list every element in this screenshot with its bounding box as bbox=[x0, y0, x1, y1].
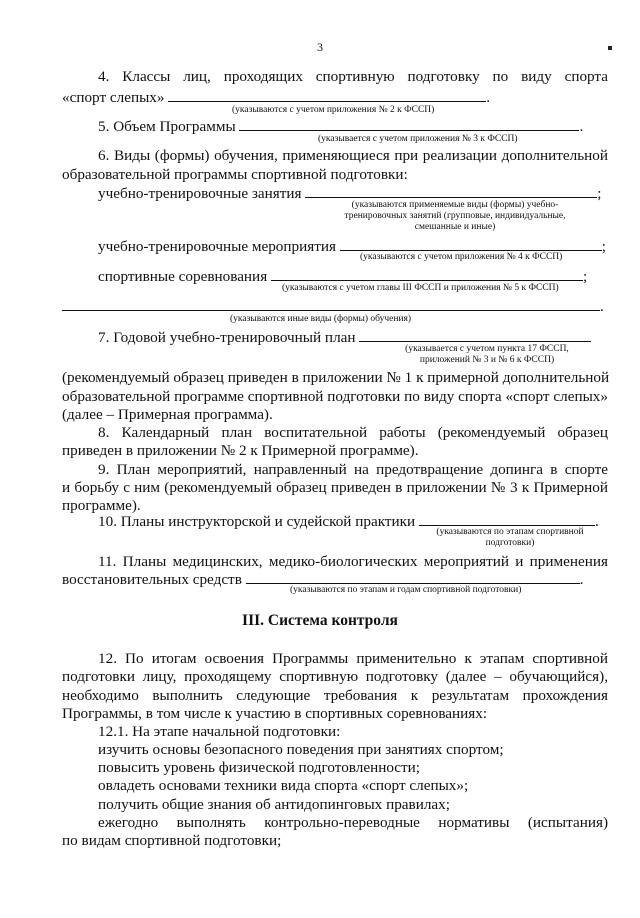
item-4-note: (указываются с учетом приложения № 2 к ФССП) bbox=[232, 105, 435, 115]
item-5-end: . bbox=[579, 118, 584, 135]
requirement-2: повысить уровень физической подготовленности; bbox=[98, 759, 421, 776]
item-6-training-blank bbox=[305, 183, 597, 198]
item-6-events-blank bbox=[340, 236, 602, 251]
item-6-training-note-line-1: (указываются применяемые виды (формы) учебно- bbox=[351, 200, 559, 210]
item-9-line-2: и борьбу с ним (рекомендуемый образец приведен в приложении № 3 к Примерной bbox=[62, 479, 608, 496]
requirement-5-line-1: ежегодно выполнять контрольно-переводные нормативы (испытания) bbox=[98, 814, 608, 831]
item-4-end: . bbox=[486, 89, 491, 106]
item-7-label: 7. Годовой учебно-тренировочный план bbox=[98, 329, 356, 346]
item-6-line-2: образовательной программы спортивной подготовки: bbox=[62, 166, 408, 183]
item-11-blank-line bbox=[246, 569, 580, 584]
requirement-5-line-2: по видам спортивной подготовки; bbox=[62, 832, 282, 849]
item-7-note-line-2: приложений № 3 и № 6 к ФССП) bbox=[419, 355, 555, 365]
item-6-events-note: (указываются с учетом приложения № 4 к ФССП) bbox=[360, 252, 563, 262]
item-6-training-note bbox=[330, 200, 580, 233]
item-12-line-2: подготовки лицу, проходящему спортивную подготовку (далее – обучающийся), bbox=[62, 668, 608, 685]
item-12-line-1: 12. По итогам освоения Программы применительно к этапам спортивной bbox=[98, 650, 608, 667]
item-6-other-blank bbox=[62, 296, 600, 311]
item-5-blank-line bbox=[239, 116, 579, 131]
page-number: 3 bbox=[317, 40, 323, 54]
item-6-competitions-note: (указываются с учетом главы III ФССП и приложения № 5 к ФССП) bbox=[282, 283, 559, 293]
item-7-line-3: образовательной программе спортивной подготовки по виду спорта «спорт слепых» bbox=[62, 388, 608, 405]
item-6-competitions-end: ; bbox=[582, 268, 588, 285]
item-7-line-4: (далее – Примерная программа). bbox=[62, 406, 273, 423]
item-6-training-label: учебно-тренировочные занятия bbox=[98, 185, 302, 202]
item-7-note-line-1: (указывается с учетом пункта 17 ФССП, bbox=[405, 344, 569, 354]
item-12-line-4: Программы, в том числе к участию в спортивных соревнованиях: bbox=[62, 705, 488, 722]
item-5-note: (указывается с учетом приложения № 3 к ФССП) bbox=[318, 134, 518, 144]
item-11-line-1: 11. Планы медицинских, медико-биологических мероприятий и применения bbox=[98, 553, 608, 570]
item-10-note bbox=[420, 527, 600, 549]
item-7-line-2: (рекомендуемый образец приведен в приложении № 1 к примерной дополнительной bbox=[62, 369, 610, 386]
item-10-end: . bbox=[594, 513, 599, 530]
item-7-note bbox=[372, 344, 602, 366]
requirement-1: изучить основы безопасного поведения при занятиях спортом; bbox=[98, 741, 504, 758]
item-6-competitions-blank bbox=[271, 266, 583, 281]
item-7-blank-line bbox=[359, 327, 591, 342]
item-10-label: 10. Планы инструкторской и судейской практики bbox=[98, 513, 416, 530]
item-11-end: . bbox=[579, 571, 584, 588]
item-4-line-2 bbox=[62, 87, 608, 107]
item-10-blank-line bbox=[419, 511, 595, 526]
item-11-label: восстановительных средств bbox=[62, 571, 242, 588]
section-heading: III. Система контроля bbox=[242, 612, 398, 629]
item-5-line-1 bbox=[98, 116, 608, 136]
item-6-training-note-line-2: тренировочных занятий (групповые, индивидуальные, bbox=[344, 211, 566, 221]
requirement-3: овладеть основами техники вида спорта «спорт слепых»; bbox=[98, 777, 469, 794]
item-10-note-line-2: подготовки) bbox=[485, 538, 535, 548]
item-11-note: (указываются по этапам и годам спортивной подготовки) bbox=[290, 585, 522, 595]
item-6-competitions-label: спортивные соревнования bbox=[98, 268, 268, 285]
item-6-other-end: . bbox=[600, 298, 604, 315]
item-5-label: 5. Объем Программы bbox=[98, 118, 236, 135]
item-12-1-heading: 12.1. На этапе начальной подготовки: bbox=[98, 723, 341, 740]
item-12-line-3: необходимо выполнить следующие требования к результатам прохождения bbox=[62, 687, 608, 704]
item-6-other-line bbox=[62, 296, 608, 316]
item-6-events-label: учебно-тренировочные мероприятия bbox=[98, 238, 336, 255]
item-6-training-note-line-3: смешанные и иные) bbox=[414, 222, 496, 232]
item-8-line-1: 8. Календарный план воспитательной работы (рекомендуемый образец bbox=[98, 424, 608, 441]
item-10-note-line-1: (указываются по этапам спортивной bbox=[436, 527, 584, 537]
requirement-4: получить общие знания об антидопинговых правилах; bbox=[98, 796, 450, 813]
item-6-training-end: ; bbox=[597, 185, 602, 202]
item-6-other-note: (указываются иные виды (формы) обучения) bbox=[230, 314, 412, 324]
item-9-line-3: программе). bbox=[62, 497, 141, 514]
item-9-line-1: 9. План мероприятий, направленный на предотвращение допинга в спорте bbox=[98, 461, 608, 478]
item-4-blank-line bbox=[168, 87, 486, 102]
item-4-sport-name: «спорт слепых» bbox=[62, 89, 165, 106]
scan-mark bbox=[608, 46, 612, 50]
item-6-events-end: ; bbox=[601, 238, 607, 255]
item-6-line-1: 6. Виды (формы) обучения, применяющиеся при реализации дополнительной bbox=[98, 147, 608, 164]
item-8-line-2: приведен в приложении № 2 к Примерной программе). bbox=[62, 442, 419, 459]
item-4-line-1: 4. Классы лиц, проходящих спортивную подготовку по виду спорта bbox=[98, 68, 608, 85]
